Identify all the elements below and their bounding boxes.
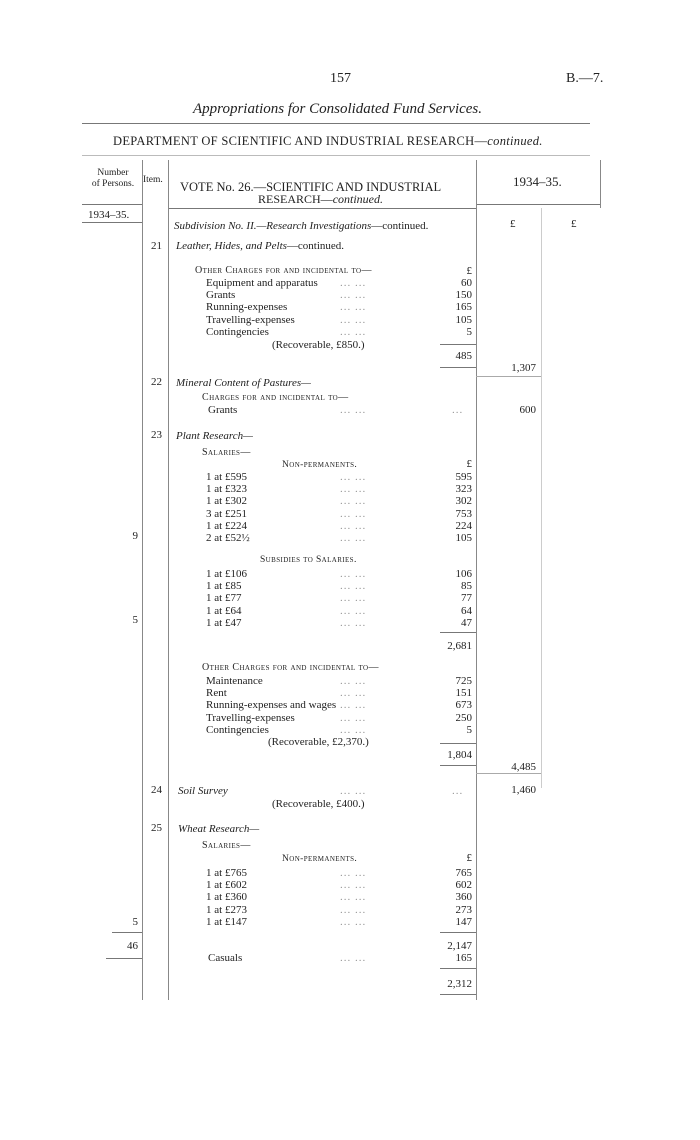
line-value: 5 [466, 325, 472, 338]
item-22-total: 600 [519, 404, 536, 416]
leader-dots: ... ... [340, 903, 367, 916]
leader-dots: ... ... [340, 952, 367, 964]
item-25-salaries-heading: Salaries— [202, 840, 251, 851]
line-value: 725 [455, 675, 472, 687]
item-21-total: 1,307 [511, 362, 536, 374]
leader-dots: ... ... [340, 592, 367, 605]
item-number-23: 23 [151, 429, 162, 441]
year-heading: 1934–35. [513, 174, 562, 189]
leader-dots: ... ... [340, 604, 367, 617]
item-number-22: 22 [151, 376, 162, 388]
leader-dots: ... ... [340, 616, 367, 629]
line-label: 1 at £85 [206, 580, 242, 593]
leader-dots: ... ... [340, 879, 367, 892]
item-22-grants-label: Grants [208, 404, 238, 416]
item-21-charges-heading: Other Charges for and incidental to— [195, 265, 372, 276]
line-value: 77 [461, 592, 472, 605]
item-number-24: 24 [151, 784, 162, 796]
item-23-total: 4,485 [511, 761, 536, 773]
line-value: 595 [455, 471, 472, 483]
line-label: 1 at £224 [206, 519, 247, 532]
item-23-charges-heading: Other Charges for and incidental to— [202, 662, 379, 673]
line-label: 1 at £147 [206, 915, 247, 928]
leader-dots: ... ... [340, 532, 367, 544]
year-column-label: 1934–35. [88, 209, 130, 221]
line-value: 151 [455, 687, 472, 700]
line-label: 1 at £602 [206, 879, 247, 892]
line-label: 1 at £323 [206, 483, 247, 496]
leader-dots: ... [452, 785, 464, 797]
line-value: 753 [455, 507, 472, 520]
line-value: 64 [461, 604, 472, 617]
item-25-casuals-value: 165 [455, 952, 472, 964]
item-25-subtotal: 2,147 [447, 940, 472, 952]
vote-title-line2: RESEARCH—continued. [258, 192, 384, 206]
line-value: 147 [455, 915, 472, 928]
leader-dots: ... ... [340, 325, 367, 338]
leader-dots: ... ... [340, 495, 367, 508]
line-label: 3 at £251 [206, 507, 247, 520]
item-21-subtotal: 485 [455, 350, 472, 362]
item-21-recoverable: (Recoverable, £850.) [272, 339, 365, 351]
line-value: 360 [455, 891, 472, 904]
leader-dots: ... ... [340, 301, 367, 314]
pound-column-1: £ [510, 218, 516, 230]
line-value: 673 [455, 699, 472, 712]
item-25-persons-total: 46 [127, 940, 138, 952]
line-value: 85 [461, 580, 472, 593]
line-value: 105 [455, 313, 472, 326]
item-23-recoverable: (Recoverable, £2,370.) [268, 736, 369, 748]
leader-dots: ... ... [340, 867, 367, 879]
page-title: Appropriations for Consolidated Fund Services. [193, 101, 483, 117]
item-25-persons: 5 [132, 916, 138, 928]
leader-dots: ... ... [340, 699, 367, 712]
line-label: Rent [206, 687, 227, 700]
item-23-np-persons: 9 [132, 530, 138, 542]
line-value: 602 [455, 879, 472, 892]
item-number-21: 21 [151, 240, 162, 252]
line-value: 765 [455, 867, 472, 879]
line-value: 60 [461, 277, 472, 289]
line-label: Contingencies [206, 325, 269, 338]
leader-dots: ... ... [340, 313, 367, 326]
item-24-recoverable: (Recoverable, £400.) [272, 798, 365, 810]
column-number-of-persons: Number of Persons. [91, 168, 135, 189]
leader-dots: ... ... [340, 915, 367, 928]
line-label: Travelling-expenses [206, 313, 295, 326]
item-25-pound: £ [466, 852, 472, 864]
item-22-title: Mineral Content of Pastures— [176, 377, 311, 389]
line-label: Equipment and apparatus [206, 277, 318, 289]
item-22-charges-heading: Charges for and incidental to— [202, 392, 349, 403]
leader-dots: ... ... [340, 519, 367, 532]
line-label: Maintenance [206, 675, 263, 687]
item-24-title: Soil Survey [178, 785, 228, 797]
leader-dots: ... ... [340, 568, 367, 580]
page-number: 157 [330, 71, 351, 86]
line-label: 1 at £47 [206, 616, 242, 629]
document-reference: B.—7. [566, 71, 604, 86]
line-label: Running-expenses and wages [206, 699, 337, 712]
pound-column-2: £ [571, 218, 577, 230]
line-label: 1 at £595 [206, 471, 247, 483]
line-label: 1 at £765 [206, 867, 247, 879]
line-label: Running-expenses [206, 301, 288, 314]
item-21-title: Leather, Hides, and Pelts—continued. [176, 240, 345, 252]
department-heading: DEPARTMENT OF SCIENTIFIC AND INDUSTRIAL RESEARCH—continued. [113, 134, 543, 148]
line-label: 2 at £52½ [206, 532, 250, 544]
leader-dots: ... ... [340, 687, 367, 700]
leader-dots: ... ... [340, 891, 367, 904]
line-value: 150 [455, 289, 472, 302]
line-value: 302 [455, 495, 472, 508]
line-label: 1 at £273 [206, 903, 247, 916]
line-value: 250 [455, 711, 472, 724]
line-value: 5 [466, 723, 472, 736]
line-label: Travelling-expenses [206, 711, 295, 724]
item-25-non-permanents: Non-permanents. [282, 854, 358, 864]
line-value: 273 [455, 903, 472, 916]
leader-dots: ... ... [340, 675, 367, 687]
subdivision-heading: Subdivision No. II.—Research Investigations—continued. [174, 220, 429, 232]
leader-dots: ... ... [340, 711, 367, 724]
line-label: Contingencies [206, 723, 269, 736]
leader-dots: ... ... [340, 507, 367, 520]
leader-dots: ... ... [340, 277, 367, 289]
leader-dots: ... ... [340, 785, 367, 797]
item-25-title: Wheat Research— [178, 823, 260, 835]
line-value: 165 [455, 301, 472, 314]
line-label: 1 at £64 [206, 604, 242, 617]
item-23-sub-persons: 5 [132, 614, 138, 626]
leader-dots: ... ... [340, 471, 367, 483]
item-number-25: 25 [151, 822, 162, 834]
leader-dots: ... ... [340, 289, 367, 302]
leader-dots: ... [452, 404, 464, 416]
item-23-oc-total: 1,804 [447, 749, 472, 761]
line-value: 224 [455, 519, 472, 532]
item-23-subsidies-heading: Subsidies to Salaries. [260, 555, 357, 565]
line-value: 323 [455, 483, 472, 496]
leader-dots: ... ... [340, 580, 367, 593]
line-value: 47 [461, 616, 472, 629]
leader-dots: ... ... [340, 483, 367, 496]
item-25-total: 2,312 [447, 978, 472, 990]
line-label: 1 at £106 [206, 568, 247, 580]
line-label: Grants [206, 289, 236, 302]
line-label: 1 at £360 [206, 891, 247, 904]
item-24-total: 1,460 [511, 784, 536, 796]
leader-dots: ... ... [340, 404, 367, 416]
line-value: 106 [455, 568, 472, 580]
item-21-pound: £ [466, 265, 472, 277]
line-label: 1 at £302 [206, 495, 247, 508]
column-item: Item. [143, 175, 163, 185]
line-value: 105 [455, 532, 472, 544]
item-23-salaries-heading: Salaries— [202, 447, 251, 458]
leader-dots: ... ... [340, 723, 367, 736]
item-23-non-permanents: Non-permanents. [282, 460, 358, 470]
line-label: 1 at £77 [206, 592, 242, 605]
item-23-title: Plant Research— [176, 430, 253, 442]
item-23-salaries-total: 2,681 [447, 640, 472, 652]
vote-title-line1: VOTE No. 26.—SCIENTIFIC AND INDUSTRIAL [180, 180, 442, 194]
item-25-casuals-label: Casuals [208, 952, 243, 964]
item-23-pound: £ [466, 458, 472, 470]
